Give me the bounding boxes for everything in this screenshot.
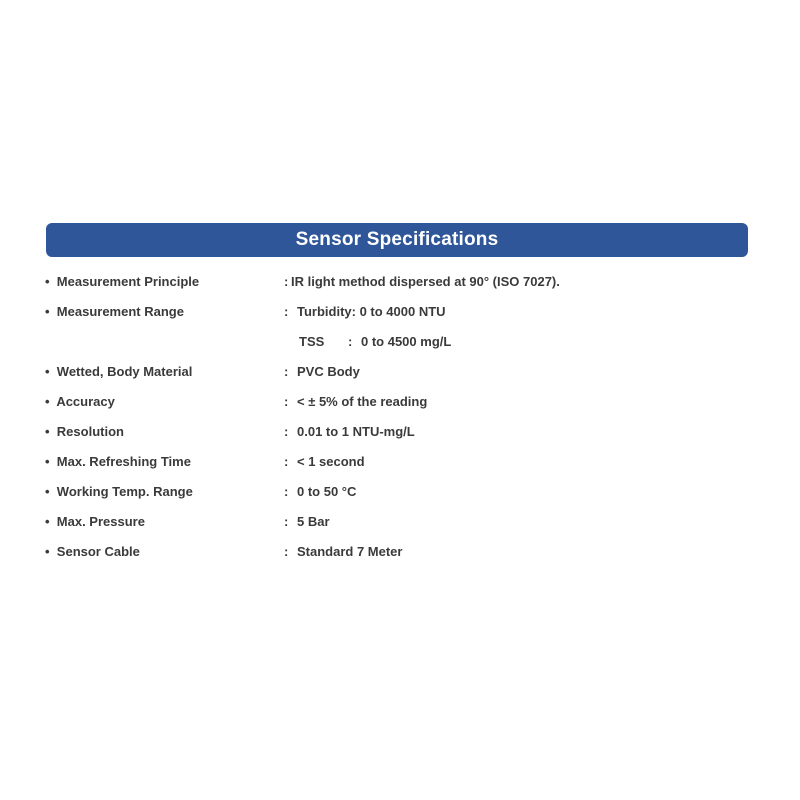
spec-value: Standard 7 Meter <box>297 544 403 559</box>
separator: : <box>284 484 289 499</box>
spec-label: • Measurement Range <box>45 304 184 319</box>
tss-value: 0 to 4500 mg/L <box>361 334 452 349</box>
section-header <box>46 223 748 257</box>
separator: : <box>284 514 289 529</box>
spec-value: < 1 second <box>297 454 365 469</box>
separator: : <box>284 274 289 289</box>
spec-value: IR light method dispersed at 90° (ISO 7027). <box>291 274 560 289</box>
spec-value: 0 to 50 °C <box>297 484 357 499</box>
separator: : <box>284 424 289 439</box>
spec-label: • Accuracy <box>45 394 115 409</box>
separator: : <box>284 394 289 409</box>
section-title: Sensor Specifications <box>295 229 499 250</box>
separator: : <box>284 544 289 559</box>
spec-value: PVC Body <box>297 364 360 379</box>
spec-value: 0.01 to 1 NTU-mg/L <box>297 424 415 439</box>
separator: : <box>284 304 289 319</box>
spec-label: • Sensor Cable <box>45 544 140 559</box>
spec-label: • Measurement Principle <box>45 274 200 289</box>
tss-label: TSS <box>299 334 325 349</box>
separator: : <box>348 334 353 349</box>
spec-label: • Working Temp. Range <box>45 484 193 499</box>
separator: : <box>284 454 289 469</box>
spec-label: • Resolution <box>45 424 124 439</box>
spec-value: < ± 5% of the reading <box>297 394 428 409</box>
spec-value: 5 Bar <box>297 514 330 529</box>
spec-label: • Max. Pressure <box>45 514 145 529</box>
separator: : <box>284 364 289 379</box>
spec-label: • Wetted, Body Material <box>45 364 193 379</box>
spec-label: • Max. Refreshing Time <box>45 454 191 469</box>
spec-value: Turbidity: 0 to 4000 NTU <box>297 304 446 319</box>
